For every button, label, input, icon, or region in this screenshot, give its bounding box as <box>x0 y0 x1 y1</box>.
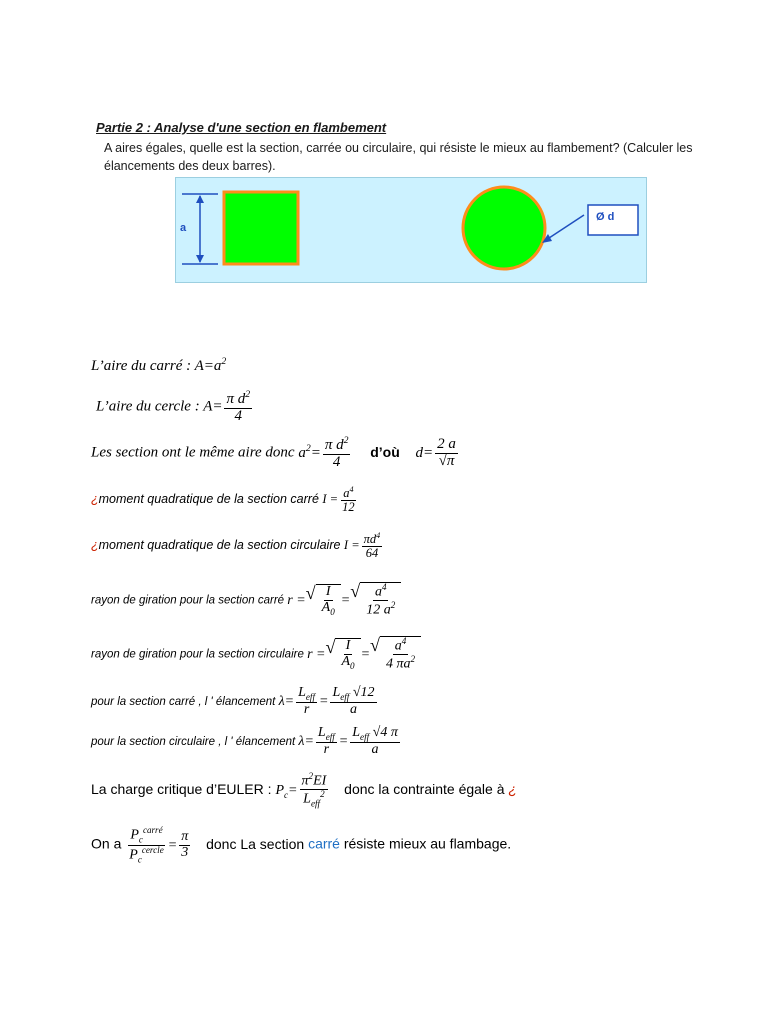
aire-cercle-formula: $\frac{\pi d^2}{4}$ <box>226 389 251 424</box>
diameter-arrow-line <box>546 215 584 240</box>
conclusion-line <box>91 826 511 865</box>
circle-section <box>463 187 545 269</box>
dimension-label: a <box>180 222 187 234</box>
rayon-carre-formula: r = √ $\frac{I}{A_0}$ = √ $\frac{a^4}{12 a^2}$ <box>287 593 401 608</box>
figure-drawing <box>176 178 646 282</box>
section-figure <box>175 177 647 283</box>
missing-glyph-2: ¿ <box>91 538 99 553</box>
conclusion-pre: donc La section <box>206 835 309 852</box>
rayon-circ-line <box>91 636 421 673</box>
dimension-arrow-down-icon <box>196 255 204 263</box>
moment-carre-line <box>91 486 359 514</box>
rayon-circ-label: rayon de giration pour la section circulaire <box>91 648 308 661</box>
meme-aire-formula: $a^2=$ $\frac{\pi d^2}{4}$ <box>298 435 349 470</box>
moment-carre-formula: I = $\frac{a^4}{12}$ <box>322 485 355 515</box>
aire-cercle-line <box>96 390 254 425</box>
moment-carre-label: moment quadratique de la section carré <box>98 492 323 507</box>
elanc-circ-label: pour la section circulaire , l ' élancement <box>91 736 299 749</box>
rayon-circ-formula: r = √ $\frac{I}{A_0}$ = √ $\frac{a^4}{4 \pi a^2}$ <box>307 647 421 662</box>
missing-glyph-1: ¿ <box>91 492 99 507</box>
square-section <box>224 192 298 264</box>
meme-aire-label: Les section ont le même aire donc <box>91 444 299 461</box>
moment-circ-formula: I = $\frac{\pi d^4}{64}$ <box>343 531 381 561</box>
diameter-label: Ø d <box>596 211 615 223</box>
elanc-circ-line <box>91 726 402 758</box>
question-text: A aires égales, quelle est la section, carrée ou circulaire, qui résiste le mieux au flambement? (Calculer les élancements des deux barres). <box>104 141 693 173</box>
moment-circ-line <box>91 532 384 560</box>
moment-circ-label: moment quadratique de la section circulaire <box>98 538 344 553</box>
elanc-carre-label: pour la section carré , l ' élancement <box>91 696 279 709</box>
section-title: Partie 2 : Analyse d'une section en flambement <box>96 120 387 135</box>
meme-aire-line <box>91 436 460 471</box>
missing-glyph-3: ¿ <box>508 780 517 797</box>
aire-carre-label: L’aire du carré : A= <box>91 358 214 374</box>
elanc-carre-line <box>91 686 379 718</box>
conclusion-post: résiste mieux au flambage. <box>339 835 512 852</box>
dimension-arrow-up-icon <box>196 195 204 203</box>
dou-text: d’où <box>370 443 400 460</box>
euler-formula: $P_c=$ $\frac{\pi^2EI}{L_{eff}^2}$ <box>275 771 327 809</box>
conclusion-word: carré <box>308 835 340 852</box>
elanc-circ-formula: λ= $\frac{L_{eff}}{r}$ = $\frac{L_{eff} √4 \pi}{a}$ <box>298 725 398 758</box>
contrainte-label: donc la contrainte égale à <box>344 780 509 797</box>
aire-carre-line <box>91 356 226 375</box>
aire-carre-formula: $a^2$ <box>213 356 227 374</box>
aire-cercle-label: L’aire du cercle : A= <box>96 398 223 415</box>
euler-line <box>91 772 517 809</box>
rayon-carre-label: rayon de giration pour la section carré <box>91 594 288 607</box>
d-formula: d= $\frac{2 a}{√\pi}$ <box>415 436 456 469</box>
on-a-label: On a <box>91 835 126 852</box>
euler-label: La charge critique d’EULER : <box>91 780 276 797</box>
elanc-carre-formula: λ= $\frac{L_{eff}}{r}$ = $\frac{L_{eff} √12}{a}$ <box>278 685 375 718</box>
ratio-formula: $\frac{P_c^{carré}}{P_c^{cercle}}$ = $\frac{\pi}{3}$ <box>129 825 189 865</box>
rayon-carre-line <box>91 582 401 619</box>
